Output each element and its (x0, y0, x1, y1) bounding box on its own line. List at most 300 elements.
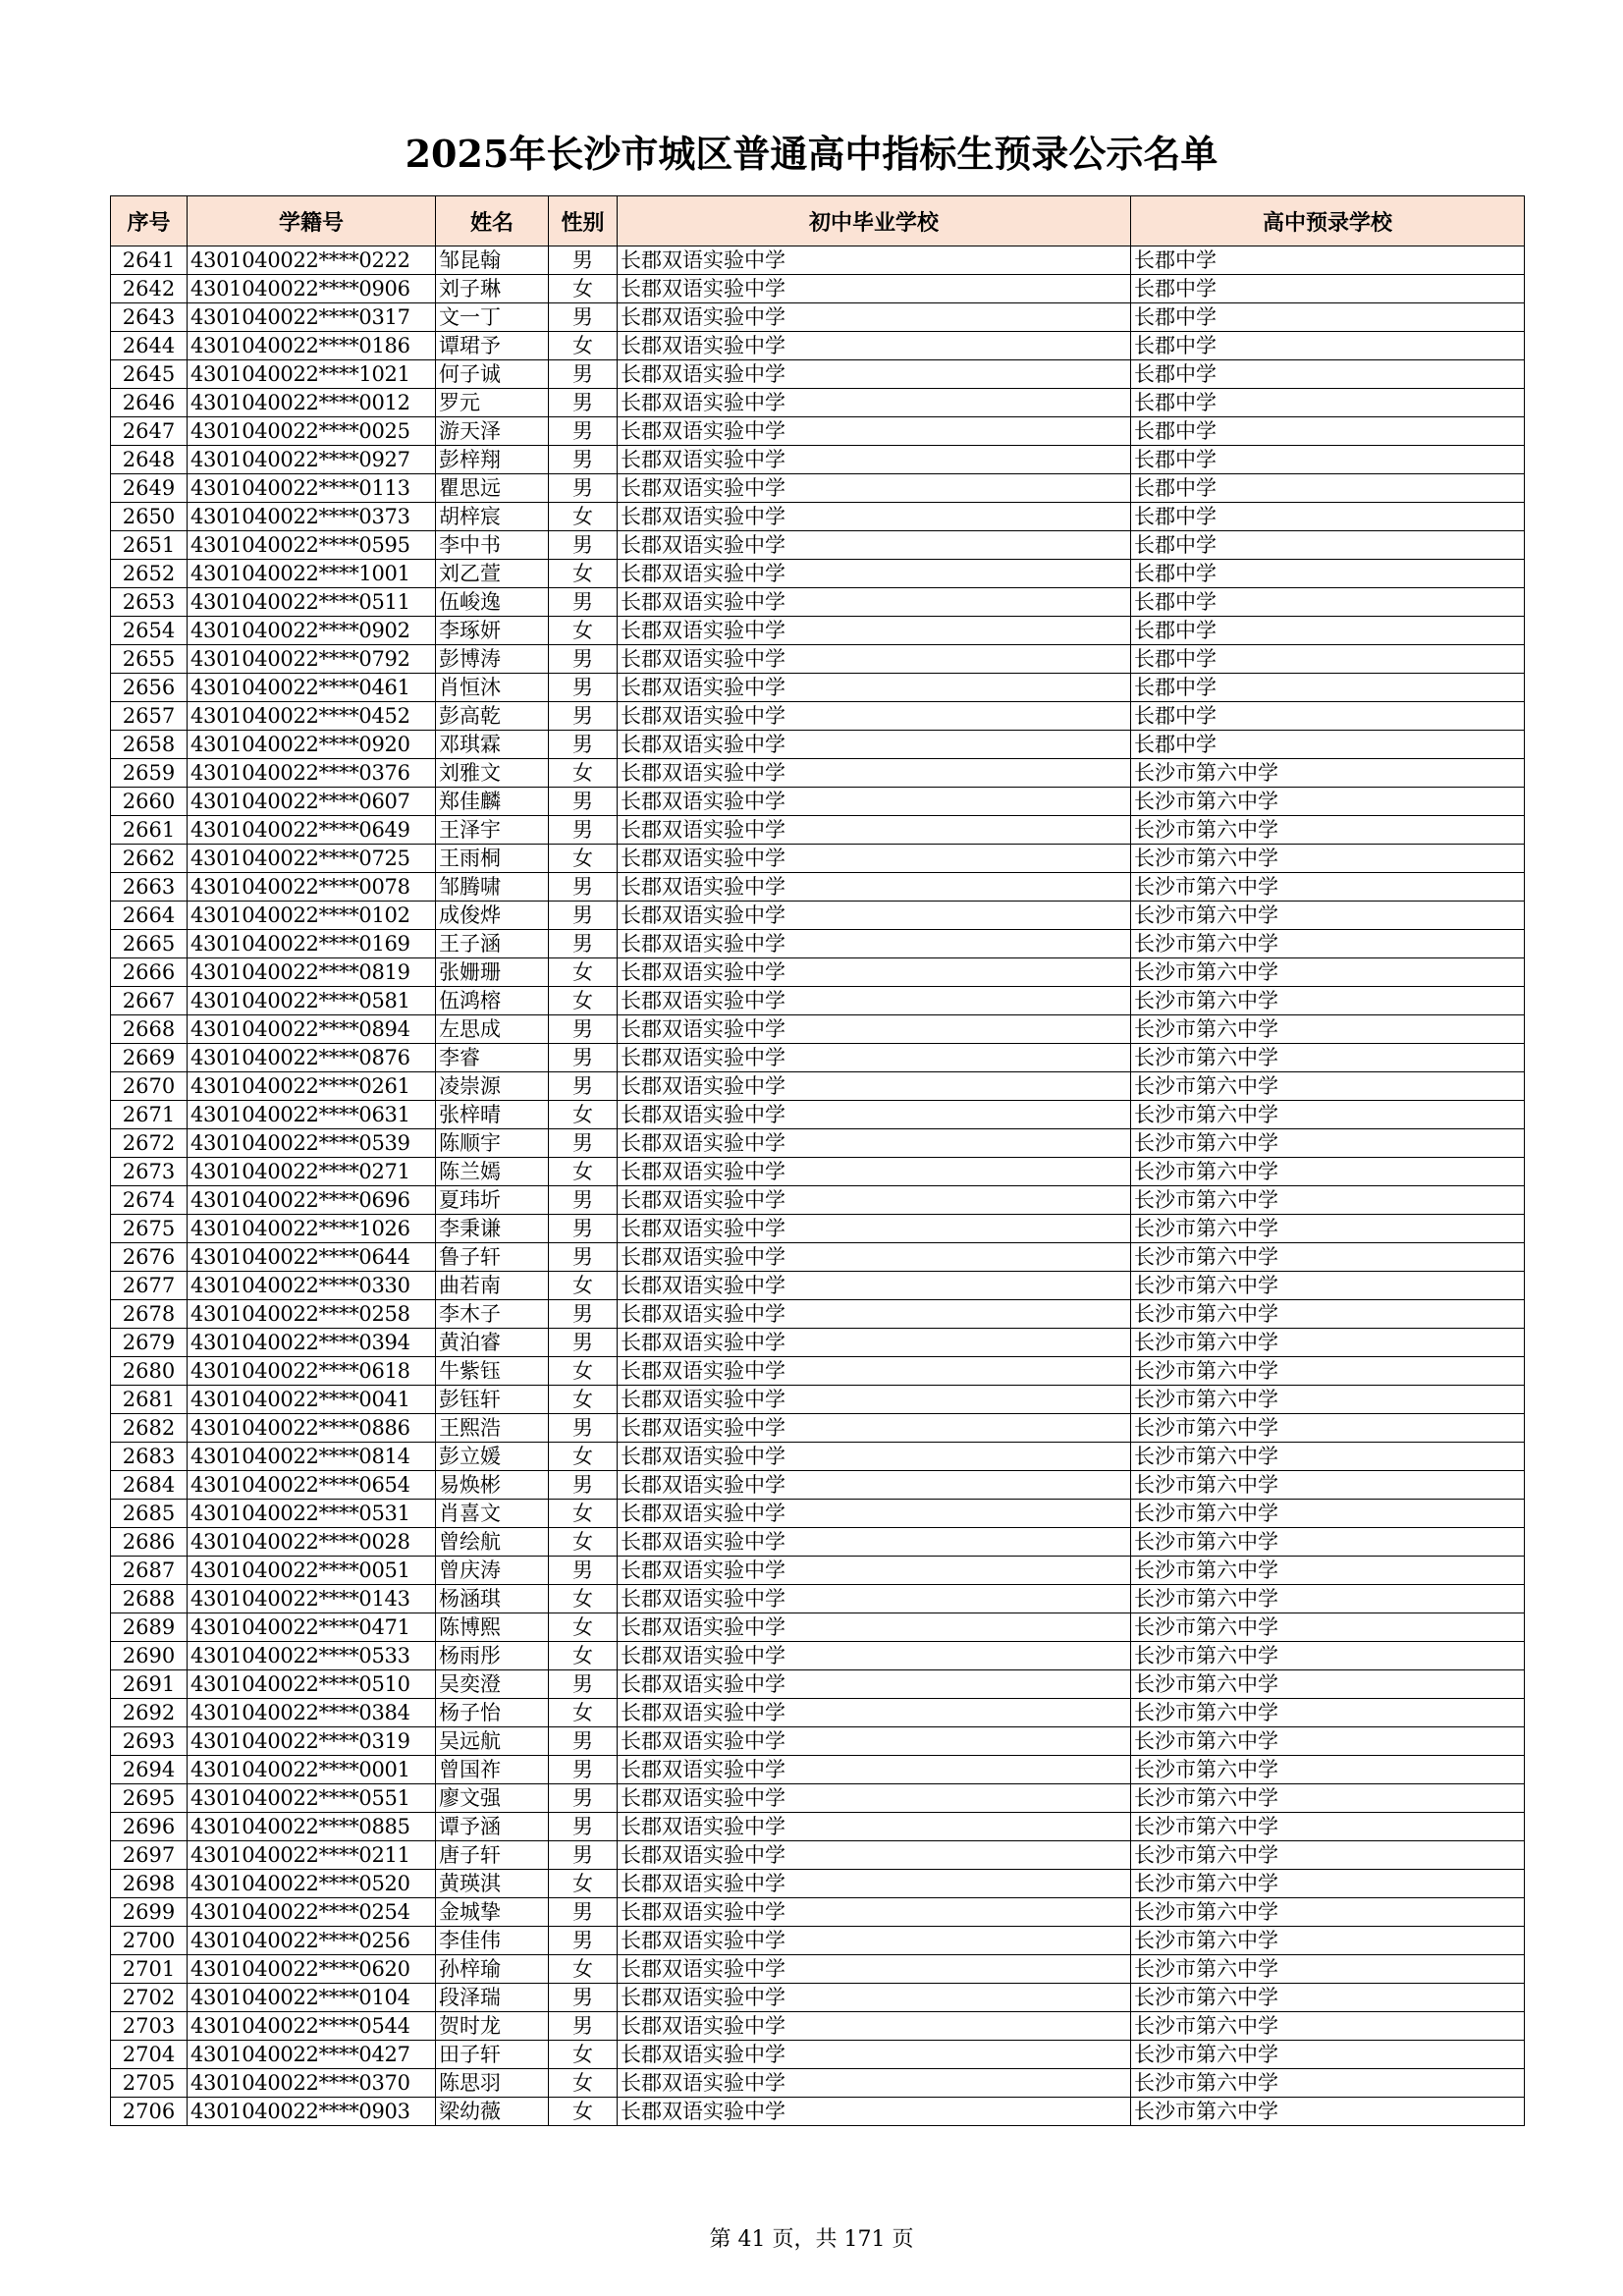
gender-cell: 男 (549, 531, 618, 560)
senior-school-cell: 长沙市第六中学 (1131, 1414, 1525, 1443)
student-id-cell: 4301040022****0028 (188, 1528, 436, 1557)
serial-number-cell: 2651 (111, 531, 188, 560)
student-id-cell: 4301040022****0927 (188, 446, 436, 474)
serial-number-cell: 2659 (111, 759, 188, 788)
student-id-cell: 4301040022****0394 (188, 1329, 436, 1357)
senior-school-cell: 长沙市第六中学 (1131, 2069, 1525, 2098)
student-id-cell: 4301040022****0384 (188, 1699, 436, 1727)
table-row (111, 1015, 1525, 1044)
table-row (111, 446, 1525, 474)
table-row (111, 645, 1525, 674)
junior-school-cell: 长郡双语实验中学 (618, 1727, 1131, 1756)
name-cell: 邹腾啸 (436, 873, 549, 902)
senior-school-cell: 长沙市第六中学 (1131, 1613, 1525, 1642)
name-cell: 曾国祚 (436, 1756, 549, 1784)
junior-school-cell: 长郡双语实验中学 (618, 2041, 1131, 2069)
senior-school-cell: 长郡中学 (1131, 246, 1525, 275)
table-row (111, 1443, 1525, 1471)
junior-school-cell: 长郡双语实验中学 (618, 1642, 1131, 1670)
junior-school-cell: 长郡双语实验中学 (618, 1955, 1131, 1984)
name-cell: 胡梓宸 (436, 503, 549, 531)
student-id-cell: 4301040022****0511 (188, 588, 436, 617)
name-cell: 陈思羽 (436, 2069, 549, 2098)
senior-school-cell: 长郡中学 (1131, 560, 1525, 588)
serial-number-cell: 2664 (111, 902, 188, 930)
student-id-cell: 4301040022****0631 (188, 1101, 436, 1129)
serial-number-cell: 2657 (111, 702, 188, 731)
junior-school-cell: 长郡双语实验中学 (618, 275, 1131, 303)
serial-number-cell: 2687 (111, 1557, 188, 1585)
serial-number-cell: 2680 (111, 1357, 188, 1386)
student-id-cell: 4301040022****0256 (188, 1927, 436, 1955)
name-cell: 李木子 (436, 1300, 549, 1329)
table-row (111, 1471, 1525, 1500)
serial-number-cell: 2704 (111, 2041, 188, 2069)
serial-number-cell: 2681 (111, 1386, 188, 1414)
name-cell: 彭立媛 (436, 1443, 549, 1471)
senior-school-cell: 长沙市第六中学 (1131, 2098, 1525, 2126)
serial-number-cell: 2705 (111, 2069, 188, 2098)
junior-school-cell: 长郡双语实验中学 (618, 1984, 1131, 2012)
serial-number-cell: 2694 (111, 1756, 188, 1784)
table-row (111, 246, 1525, 275)
gender-cell: 女 (549, 987, 618, 1015)
table-row (111, 1500, 1525, 1528)
gender-cell: 男 (549, 1557, 618, 1585)
table-row (111, 303, 1525, 332)
gender-cell: 男 (549, 1813, 618, 1841)
gender-cell: 女 (549, 1101, 618, 1129)
name-cell: 陈博熙 (436, 1613, 549, 1642)
name-cell: 彭梓翔 (436, 446, 549, 474)
senior-school-cell: 长沙市第六中学 (1131, 1642, 1525, 1670)
student-id-cell: 4301040022****0261 (188, 1072, 436, 1101)
table-row (111, 674, 1525, 702)
student-id-cell: 4301040022****0376 (188, 759, 436, 788)
name-cell: 黄泊睿 (436, 1329, 549, 1357)
serial-number-cell: 2683 (111, 1443, 188, 1471)
name-cell: 凌崇源 (436, 1072, 549, 1101)
name-cell: 成俊烨 (436, 902, 549, 930)
name-cell: 李佳伟 (436, 1927, 549, 1955)
serial-number-cell: 2674 (111, 1186, 188, 1215)
serial-number-cell: 2666 (111, 958, 188, 987)
junior-school-cell: 长郡双语实验中学 (618, 902, 1131, 930)
gender-cell: 男 (549, 389, 618, 417)
name-cell: 李中书 (436, 531, 549, 560)
junior-school-cell: 长郡双语实验中学 (618, 1129, 1131, 1158)
junior-school-cell: 长郡双语实验中学 (618, 1015, 1131, 1044)
serial-number-cell: 2654 (111, 617, 188, 645)
serial-number-cell: 2691 (111, 1670, 188, 1699)
senior-school-cell: 长郡中学 (1131, 588, 1525, 617)
header-junior-school: 初中毕业学校 (618, 196, 1131, 246)
student-id-cell: 4301040022****0581 (188, 987, 436, 1015)
senior-school-cell: 长沙市第六中学 (1131, 2012, 1525, 2041)
name-cell: 刘雅文 (436, 759, 549, 788)
gender-cell: 男 (549, 446, 618, 474)
table-row (111, 417, 1525, 446)
junior-school-cell: 长郡双语实验中学 (618, 1243, 1131, 1272)
table-row (111, 1585, 1525, 1613)
junior-school-cell: 长郡双语实验中学 (618, 816, 1131, 845)
student-id-cell: 4301040022****0271 (188, 1158, 436, 1186)
senior-school-cell: 长郡中学 (1131, 360, 1525, 389)
senior-school-cell: 长沙市第六中学 (1131, 1471, 1525, 1500)
serial-number-cell: 2649 (111, 474, 188, 503)
table-row (111, 1813, 1525, 1841)
serial-number-cell: 2682 (111, 1414, 188, 1443)
senior-school-cell: 长沙市第六中学 (1131, 930, 1525, 958)
serial-number-cell: 2676 (111, 1243, 188, 1272)
student-id-cell: 4301040022****0169 (188, 930, 436, 958)
name-cell: 李琢妍 (436, 617, 549, 645)
table-row (111, 617, 1525, 645)
table-row (111, 1300, 1525, 1329)
name-cell: 梁幼薇 (436, 2098, 549, 2126)
table-row (111, 1357, 1525, 1386)
table-row (111, 1329, 1525, 1357)
name-cell: 鲁子轩 (436, 1243, 549, 1272)
serial-number-cell: 2652 (111, 560, 188, 588)
table-row (111, 1044, 1525, 1072)
table-row (111, 275, 1525, 303)
table-row (111, 1955, 1525, 1984)
table-row (111, 1613, 1525, 1642)
name-cell: 游天泽 (436, 417, 549, 446)
table-row (111, 1642, 1525, 1670)
header-row (111, 196, 1525, 246)
name-cell: 李睿 (436, 1044, 549, 1072)
table-row (111, 1158, 1525, 1186)
senior-school-cell: 长沙市第六中学 (1131, 1585, 1525, 1613)
name-cell: 王泽宇 (436, 816, 549, 845)
senior-school-cell: 长沙市第六中学 (1131, 1386, 1525, 1414)
header-gender: 性别 (549, 196, 618, 246)
table-row (111, 332, 1525, 360)
junior-school-cell: 长郡双语实验中学 (618, 873, 1131, 902)
gender-cell: 男 (549, 1927, 618, 1955)
gender-cell: 女 (549, 1870, 618, 1898)
senior-school-cell: 长沙市第六中学 (1131, 2041, 1525, 2069)
senior-school-cell: 长郡中学 (1131, 275, 1525, 303)
gender-cell: 女 (549, 2098, 618, 2126)
senior-school-cell: 长郡中学 (1131, 731, 1525, 759)
student-id-cell: 4301040022****0533 (188, 1642, 436, 1670)
page-footer: 第 41 页，共 171 页 (709, 2227, 914, 2252)
gender-cell: 男 (549, 360, 618, 389)
gender-cell: 女 (549, 1386, 618, 1414)
senior-school-cell: 长沙市第六中学 (1131, 873, 1525, 902)
student-id-cell: 4301040022****0649 (188, 816, 436, 845)
gender-cell: 男 (549, 1215, 618, 1243)
serial-number-cell: 2690 (111, 1642, 188, 1670)
gender-cell: 男 (549, 474, 618, 503)
table-row (111, 2012, 1525, 2041)
junior-school-cell: 长郡双语实验中学 (618, 2069, 1131, 2098)
senior-school-cell: 长郡中学 (1131, 332, 1525, 360)
name-cell: 杨子怡 (436, 1699, 549, 1727)
gender-cell: 男 (549, 816, 618, 845)
student-id-cell: 4301040022****0544 (188, 2012, 436, 2041)
table-row (111, 2041, 1525, 2069)
gender-cell: 男 (549, 1044, 618, 1072)
serial-number-cell: 2701 (111, 1955, 188, 1984)
name-cell: 谭珺予 (436, 332, 549, 360)
name-cell: 张姗珊 (436, 958, 549, 987)
student-id-cell: 4301040022****0725 (188, 845, 436, 873)
gender-cell: 女 (549, 1955, 618, 1984)
name-cell: 瞿思远 (436, 474, 549, 503)
table-row (111, 1984, 1525, 2012)
student-id-cell: 4301040022****0520 (188, 1870, 436, 1898)
senior-school-cell: 长沙市第六中学 (1131, 1215, 1525, 1243)
name-cell: 牛紫钰 (436, 1357, 549, 1386)
name-cell: 曲若南 (436, 1272, 549, 1300)
gender-cell: 男 (549, 1186, 618, 1215)
junior-school-cell: 长郡双语实验中学 (618, 1414, 1131, 1443)
senior-school-cell: 长郡中学 (1131, 531, 1525, 560)
student-id-cell: 4301040022****0258 (188, 1300, 436, 1329)
table-row (111, 2069, 1525, 2098)
serial-number-cell: 2669 (111, 1044, 188, 1072)
senior-school-cell: 长郡中学 (1131, 303, 1525, 332)
gender-cell: 女 (549, 1528, 618, 1557)
student-id-cell: 4301040022****0370 (188, 2069, 436, 2098)
student-id-cell: 4301040022****0211 (188, 1841, 436, 1870)
gender-cell: 女 (549, 1443, 618, 1471)
junior-school-cell: 长郡双语实验中学 (618, 1813, 1131, 1841)
table-row (111, 1243, 1525, 1272)
junior-school-cell: 长郡双语实验中学 (618, 531, 1131, 560)
student-id-cell: 4301040022****0539 (188, 1129, 436, 1158)
senior-school-cell: 长沙市第六中学 (1131, 1898, 1525, 1927)
table-row (111, 731, 1525, 759)
senior-school-cell: 长沙市第六中学 (1131, 1528, 1525, 1557)
name-cell: 金城挚 (436, 1898, 549, 1927)
table-row (111, 1670, 1525, 1699)
table-row (111, 702, 1525, 731)
name-cell: 黄瑛淇 (436, 1870, 549, 1898)
name-cell: 肖喜文 (436, 1500, 549, 1528)
junior-school-cell: 长郡双语实验中学 (618, 1443, 1131, 1471)
serial-number-cell: 2673 (111, 1158, 188, 1186)
junior-school-cell: 长郡双语实验中学 (618, 1186, 1131, 1215)
senior-school-cell: 长沙市第六中学 (1131, 987, 1525, 1015)
serial-number-cell: 2677 (111, 1272, 188, 1300)
gender-cell: 男 (549, 2012, 618, 2041)
table-body (111, 246, 1525, 2126)
table-row (111, 958, 1525, 987)
name-cell: 何子诚 (436, 360, 549, 389)
junior-school-cell: 长郡双语实验中学 (618, 2098, 1131, 2126)
student-id-cell: 4301040022****0644 (188, 1243, 436, 1272)
table-row (111, 560, 1525, 588)
senior-school-cell: 长沙市第六中学 (1131, 902, 1525, 930)
serial-number-cell: 2663 (111, 873, 188, 902)
table-row (111, 1215, 1525, 1243)
table-row (111, 1386, 1525, 1414)
table-row (111, 1756, 1525, 1784)
student-id-cell: 4301040022****0222 (188, 246, 436, 275)
student-id-cell: 4301040022****0254 (188, 1898, 436, 1927)
junior-school-cell: 长郡双语实验中学 (618, 1841, 1131, 1870)
senior-school-cell: 长郡中学 (1131, 417, 1525, 446)
gender-cell: 男 (549, 1329, 618, 1357)
name-cell: 张梓晴 (436, 1101, 549, 1129)
name-cell: 李秉谦 (436, 1215, 549, 1243)
junior-school-cell: 长郡双语实验中学 (618, 1272, 1131, 1300)
student-id-cell: 4301040022****0876 (188, 1044, 436, 1072)
gender-cell: 男 (549, 788, 618, 816)
name-cell: 彭博涛 (436, 645, 549, 674)
table-row (111, 1414, 1525, 1443)
student-id-cell: 4301040022****0427 (188, 2041, 436, 2069)
name-cell: 贺时龙 (436, 2012, 549, 2041)
table-row (111, 1699, 1525, 1727)
senior-school-cell: 长沙市第六中学 (1131, 1670, 1525, 1699)
senior-school-cell: 长郡中学 (1131, 645, 1525, 674)
student-id-cell: 4301040022****0041 (188, 1386, 436, 1414)
student-id-cell: 4301040022****1001 (188, 560, 436, 588)
gender-cell: 男 (549, 1727, 618, 1756)
student-id-cell: 4301040022****0113 (188, 474, 436, 503)
name-cell: 左思成 (436, 1015, 549, 1044)
serial-number-cell: 2696 (111, 1813, 188, 1841)
gender-cell: 男 (549, 1898, 618, 1927)
gender-cell: 男 (549, 1841, 618, 1870)
junior-school-cell: 长郡双语实验中学 (618, 731, 1131, 759)
junior-school-cell: 长郡双语实验中学 (618, 588, 1131, 617)
serial-number-cell: 2642 (111, 275, 188, 303)
header-name: 姓名 (436, 196, 549, 246)
student-id-cell: 4301040022****0551 (188, 1784, 436, 1813)
senior-school-cell: 长沙市第六中学 (1131, 1557, 1525, 1585)
junior-school-cell: 长郡双语实验中学 (618, 417, 1131, 446)
table-row (111, 503, 1525, 531)
table-row (111, 1528, 1525, 1557)
senior-school-cell: 长沙市第六中学 (1131, 845, 1525, 873)
serial-number-cell: 2645 (111, 360, 188, 389)
junior-school-cell: 长郡双语实验中学 (618, 845, 1131, 873)
gender-cell: 男 (549, 303, 618, 332)
junior-school-cell: 长郡双语实验中学 (618, 1784, 1131, 1813)
table-row (111, 1841, 1525, 1870)
serial-number-cell: 2675 (111, 1215, 188, 1243)
table-row (111, 1727, 1525, 1756)
serial-number-cell: 2653 (111, 588, 188, 617)
student-id-cell: 4301040022****0001 (188, 1756, 436, 1784)
name-cell: 廖文强 (436, 1784, 549, 1813)
name-cell: 吴奕澄 (436, 1670, 549, 1699)
senior-school-cell: 长郡中学 (1131, 446, 1525, 474)
student-id-cell: 4301040022****0620 (188, 1955, 436, 1984)
table-row (111, 389, 1525, 417)
student-id-cell: 4301040022****0531 (188, 1500, 436, 1528)
senior-school-cell: 长沙市第六中学 (1131, 816, 1525, 845)
serial-number-cell: 2698 (111, 1870, 188, 1898)
senior-school-cell: 长沙市第六中学 (1131, 1443, 1525, 1471)
name-cell: 文一丁 (436, 303, 549, 332)
student-id-cell: 4301040022****0903 (188, 2098, 436, 2126)
junior-school-cell: 长郡双语实验中学 (618, 1044, 1131, 1072)
serial-number-cell: 2656 (111, 674, 188, 702)
junior-school-cell: 长郡双语实验中学 (618, 617, 1131, 645)
serial-number-cell: 2665 (111, 930, 188, 958)
senior-school-cell: 长沙市第六中学 (1131, 759, 1525, 788)
junior-school-cell: 长郡双语实验中学 (618, 645, 1131, 674)
student-id-cell: 4301040022****0186 (188, 332, 436, 360)
student-id-cell: 4301040022****0104 (188, 1984, 436, 2012)
junior-school-cell: 长郡双语实验中学 (618, 446, 1131, 474)
junior-school-cell: 长郡双语实验中学 (618, 1329, 1131, 1357)
senior-school-cell: 长郡中学 (1131, 702, 1525, 731)
serial-number-cell: 2684 (111, 1471, 188, 1500)
junior-school-cell: 长郡双语实验中学 (618, 1357, 1131, 1386)
student-id-cell: 4301040022****0607 (188, 788, 436, 816)
junior-school-cell: 长郡双语实验中学 (618, 474, 1131, 503)
senior-school-cell: 长沙市第六中学 (1131, 1699, 1525, 1727)
junior-school-cell: 长郡双语实验中学 (618, 1585, 1131, 1613)
senior-school-cell: 长沙市第六中学 (1131, 1300, 1525, 1329)
senior-school-cell: 长沙市第六中学 (1131, 1870, 1525, 1898)
name-cell: 夏玮圻 (436, 1186, 549, 1215)
student-id-cell: 4301040022****0814 (188, 1443, 436, 1471)
junior-school-cell: 长郡双语实验中学 (618, 1300, 1131, 1329)
serial-number-cell: 2702 (111, 1984, 188, 2012)
name-cell: 田子轩 (436, 2041, 549, 2069)
student-id-cell: 4301040022****0819 (188, 958, 436, 987)
table-row (111, 930, 1525, 958)
student-id-cell: 4301040022****0471 (188, 1613, 436, 1642)
senior-school-cell: 长沙市第六中学 (1131, 1072, 1525, 1101)
junior-school-cell: 长郡双语实验中学 (618, 702, 1131, 731)
table-row (111, 816, 1525, 845)
junior-school-cell: 长郡双语实验中学 (618, 987, 1131, 1015)
name-cell: 曾庆涛 (436, 1557, 549, 1585)
name-cell: 王子涵 (436, 930, 549, 958)
junior-school-cell: 长郡双语实验中学 (618, 360, 1131, 389)
table-row (111, 1072, 1525, 1101)
junior-school-cell: 长郡双语实验中学 (618, 246, 1131, 275)
junior-school-cell: 长郡双语实验中学 (618, 1699, 1131, 1727)
student-id-cell: 4301040022****0452 (188, 702, 436, 731)
name-cell: 王雨桐 (436, 845, 549, 873)
senior-school-cell: 长沙市第六中学 (1131, 1243, 1525, 1272)
serial-number-cell: 2699 (111, 1898, 188, 1927)
serial-number-cell: 2641 (111, 246, 188, 275)
name-cell: 杨雨彤 (436, 1642, 549, 1670)
senior-school-cell: 长郡中学 (1131, 474, 1525, 503)
student-id-cell: 4301040022****0595 (188, 531, 436, 560)
gender-cell: 女 (549, 560, 618, 588)
senior-school-cell: 长沙市第六中学 (1131, 788, 1525, 816)
gender-cell: 男 (549, 588, 618, 617)
junior-school-cell: 长郡双语实验中学 (618, 930, 1131, 958)
gender-cell: 女 (549, 2041, 618, 2069)
serial-number-cell: 2693 (111, 1727, 188, 1756)
student-id-cell: 4301040022****0319 (188, 1727, 436, 1756)
serial-number-cell: 2667 (111, 987, 188, 1015)
serial-number-cell: 2678 (111, 1300, 188, 1329)
student-id-cell: 4301040022****0317 (188, 303, 436, 332)
senior-school-cell: 长郡中学 (1131, 503, 1525, 531)
student-id-cell: 4301040022****1026 (188, 1215, 436, 1243)
gender-cell: 女 (549, 275, 618, 303)
table-row (111, 2098, 1525, 2126)
senior-school-cell: 长沙市第六中学 (1131, 1927, 1525, 1955)
junior-school-cell: 长郡双语实验中学 (618, 332, 1131, 360)
